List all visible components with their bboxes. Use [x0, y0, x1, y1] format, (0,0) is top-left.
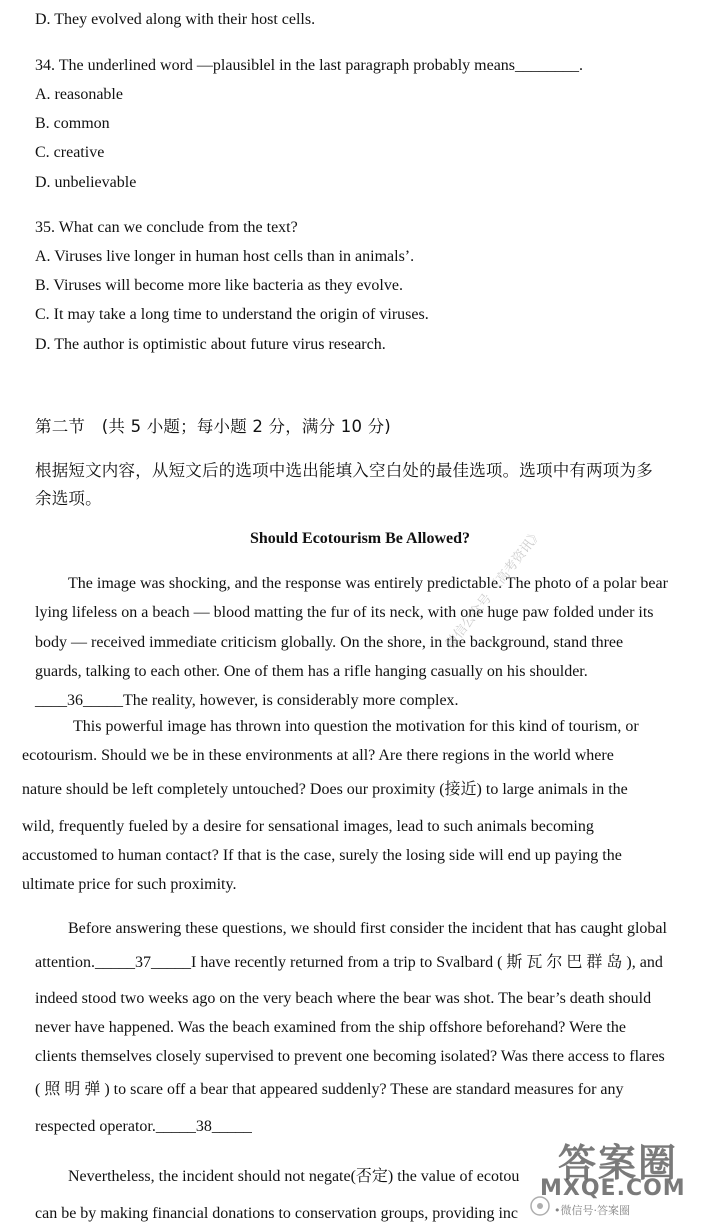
- watermark-text: 微信公众号 《高考资讯》: [443, 526, 546, 652]
- passage-line: Before answering these questions, we should first consider the incident that has caught global: [68, 920, 667, 937]
- passage-blank-38: respected operator._____38_____: [35, 1118, 252, 1135]
- logo-url: MXQE.COM: [540, 1176, 686, 1201]
- logo-title: 答案圈: [558, 1141, 679, 1185]
- passage-line: ecotourism. Should we be in these environments at all? Are there regions in the world where: [22, 747, 614, 764]
- passage-line: indeed stood two weeks ago on the very beach where the bear was shot. The bear’s death should: [35, 990, 652, 1007]
- passage-line: accustomed to human contact? If that is the case, surely the losing side will end up paying the: [22, 847, 622, 864]
- section-instruction-line1: 根据短文内容，从短文后的选项中选出能填入空白处的最佳选项。选项中有两项为多: [35, 461, 653, 480]
- q33-option-d: D. They evolved along with their host cells.: [35, 11, 316, 28]
- passage-line: Nevertheless, the incident should not negate(否定) the value of ecotou: [68, 1168, 520, 1185]
- answer-circle-logo: [520, 1132, 710, 1224]
- q34-stem: 34. The underlined word —plausiblel in the last paragraph probably means________.: [35, 57, 584, 74]
- q35-option-b: B. Viruses will become more like bacteria as they evolve.: [35, 277, 403, 294]
- passage-line: ultimate price for such proximity.: [22, 876, 237, 893]
- logo-subtitle: •微信号·答案圈: [554, 1204, 630, 1217]
- passage-line: The image was shocking, and the response was entirely predictable. The photo of a polar bear: [68, 575, 668, 592]
- passage-line: wild, frequently fueled by a desire for sensational images, lead to such animals becoming: [22, 818, 594, 835]
- q35-stem: 35. What can we conclude from the text?: [35, 219, 298, 236]
- q35-option-a: A. Viruses live longer in human host cells than in animals’.: [35, 248, 415, 265]
- q35-option-c: C. It may take a long time to understand the origin of viruses.: [35, 306, 429, 323]
- passage-line: body — received immediate criticism globally. On the shore, in the background, stand three: [35, 634, 624, 651]
- passage-line: nature should be left completely untouched? Does our proximity (接近) to large animals in the: [22, 781, 628, 798]
- passage-blank-37: attention._____37_____I have recently returned from a trip to Svalbard ( 斯 瓦 尔 巴 群 岛 ), and: [35, 954, 663, 971]
- q34-option-d: D. unbelievable: [35, 174, 137, 191]
- passage-line: can be by making financial donations to conservation groups, providing inc: [35, 1205, 518, 1222]
- passage-line: clients themselves closely supervised to prevent one becoming isolated? Was there access to flares: [35, 1048, 665, 1065]
- passage-line: This powerful image has thrown into question the motivation for this kind of tourism, or: [73, 718, 639, 735]
- q35-option-d: D. The author is optimistic about future virus research.: [35, 336, 386, 353]
- passage-blank-36: ____36_____The reality, however, is considerably more complex.: [35, 692, 459, 709]
- passage-line: lying lifeless on a beach — blood matting the fur of its neck, with one huge paw folded under its: [35, 604, 654, 621]
- passage-line: never have happened. Was the beach examined from the ship offshore beforehand? Were the: [35, 1019, 626, 1036]
- q34-option-c: C. creative: [35, 144, 105, 161]
- section-instruction-line2: 余选项。: [35, 489, 102, 508]
- section-heading: 第二节 (共 5 小题；每小题 2 分，满分 10 分): [35, 417, 391, 436]
- passage-line: ( 照 明 弹 ) to scare off a bear that appeared suddenly? These are standard measures for any: [35, 1081, 624, 1098]
- passage-line: guards, talking to each other. One of them has a rifle hanging casually on his shoulder.: [35, 663, 588, 680]
- q34-option-a: A. reasonable: [35, 86, 123, 103]
- passage-title: Should Ecotourism Be Allowed?: [249, 530, 471, 547]
- q34-option-b: B. common: [35, 115, 110, 132]
